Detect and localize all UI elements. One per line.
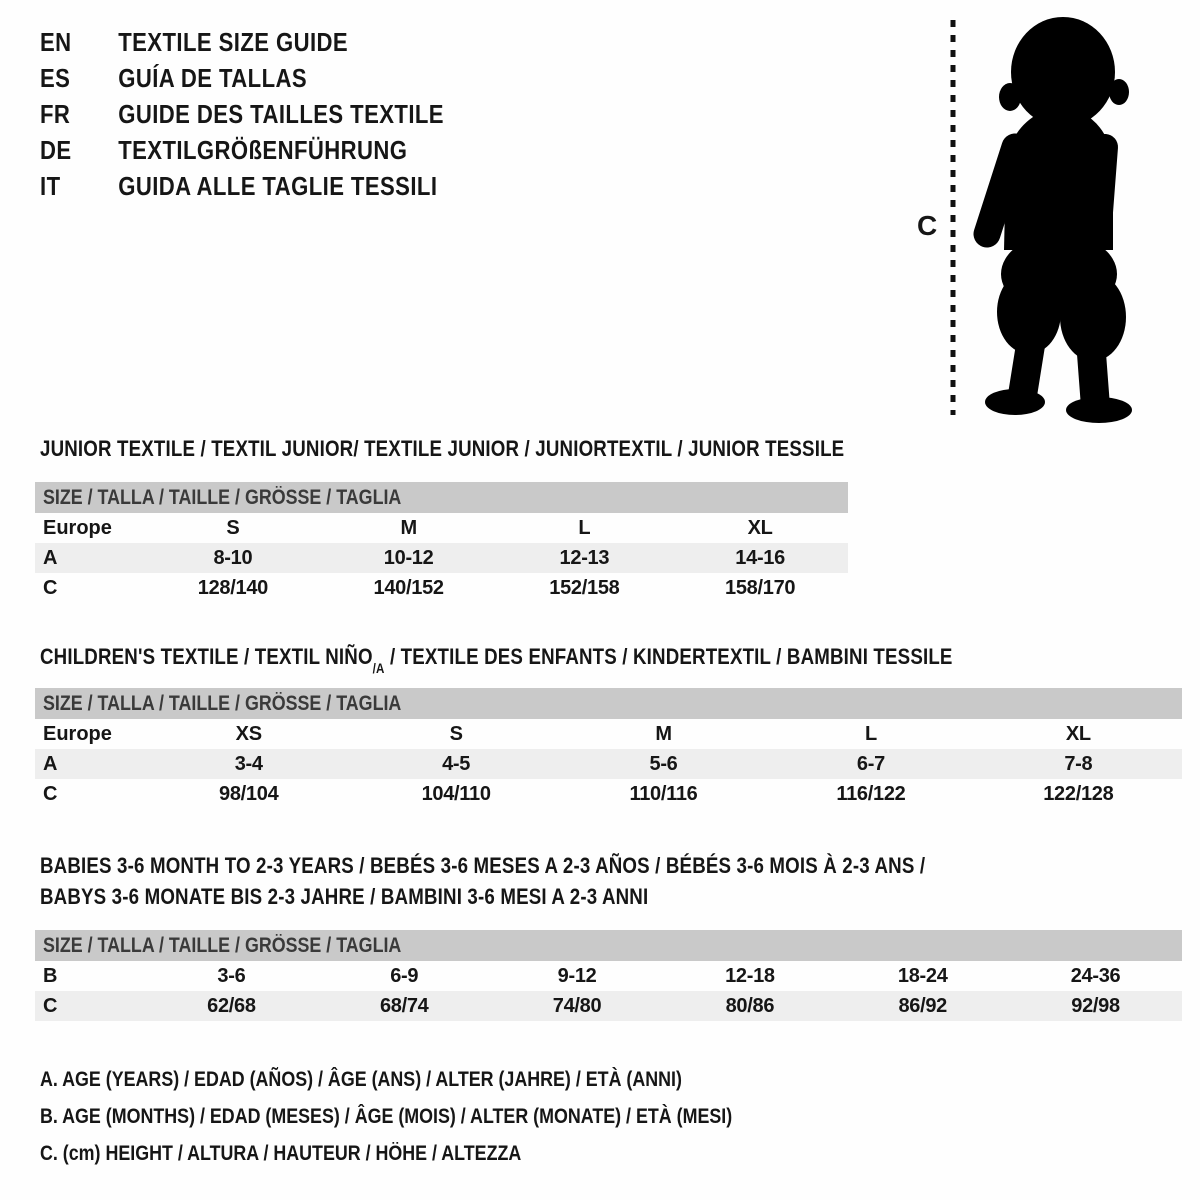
- lang-row-es: [40, 60, 444, 96]
- height-cell: 158/170: [725, 576, 796, 599]
- row-label: Europe: [43, 516, 112, 539]
- months-cell: 9-12: [557, 964, 597, 987]
- size-cell: XL: [1065, 722, 1091, 745]
- babies-table-header-bar: [35, 930, 1182, 961]
- junior-section-heading: [40, 436, 986, 462]
- size-header-label: SIZE / TALLA / TAILLE / GRÖSSE / TAGLIA: [43, 933, 402, 957]
- height-cell: 92/98: [1071, 994, 1120, 1017]
- lang-code: FR: [40, 98, 71, 129]
- size-header-label: SIZE / TALLA / TAILLE / GRÖSSE / TAGLIA: [43, 485, 402, 509]
- lang-title: TEXTILGRÖßENFÜHRUNG: [118, 134, 408, 165]
- months-cell: 6-9: [390, 964, 419, 987]
- size-cell: XL: [747, 516, 773, 539]
- row-label: C: [43, 576, 58, 599]
- lang-row-fr: [40, 96, 444, 132]
- height-cell: 122/128: [1043, 782, 1114, 805]
- lang-title: TEXTILE SIZE GUIDE: [118, 26, 349, 57]
- size-cell: L: [864, 722, 877, 745]
- age-cell: 10-12: [383, 546, 434, 569]
- row-label: C: [43, 994, 58, 1017]
- babies-section-heading: [40, 850, 1081, 912]
- row-label: A: [43, 752, 58, 775]
- children-heading-text: [40, 644, 953, 677]
- children-size-table: [35, 688, 1182, 809]
- height-cell: 128/140: [197, 576, 268, 599]
- legend-text-c: C. (cm) HEIGHT / ALTURA / HAUTEUR / HÖHE / ALTEZZA: [40, 1142, 522, 1165]
- children-heading-part1: CHILDREN'S TEXTILE / TEXTIL NIÑO: [40, 644, 373, 669]
- age-cell: 3-4: [234, 752, 263, 775]
- size-cell: M: [655, 722, 672, 745]
- age-cell: 14-16: [735, 546, 785, 569]
- height-cell: 98/104: [219, 782, 279, 805]
- age-cell: 12-13: [559, 546, 610, 569]
- table-row-height: [35, 779, 1182, 809]
- children-table-header-bar: [35, 688, 1182, 719]
- children-heading-part2: / TEXTILE DES ENFANTS / KINDERTEXTIL / BAMBINI TESSILE: [384, 644, 953, 669]
- lang-title: GUIDE DES TAILLES TEXTILE: [118, 98, 444, 129]
- size-header-label: SIZE / TALLA / TAILLE / GRÖSSE / TAGLIA: [43, 691, 402, 715]
- lang-code: DE: [40, 134, 72, 165]
- junior-heading-text: JUNIOR TEXTILE / TEXTIL JUNIOR/ TEXTILE JUNIOR / JUNIORTEXTIL / JUNIOR TESSILE: [40, 436, 845, 461]
- table-row-age: [35, 543, 848, 573]
- legend-line-b: [40, 1105, 854, 1142]
- children-heading-sub: /A: [372, 661, 385, 677]
- age-cell: 4-5: [442, 752, 471, 775]
- size-cell: M: [400, 516, 417, 539]
- lang-row-it: [40, 168, 444, 204]
- legend-text-a: A. AGE (YEARS) / EDAD (AÑOS) / ÂGE (ANS) / ALTER (JAHRE) / ETÀ (ANNI): [40, 1068, 682, 1091]
- language-title-list: [40, 24, 444, 204]
- size-cell: L: [578, 516, 591, 539]
- table-row-europe: [35, 719, 1182, 749]
- lang-row-de: [40, 132, 444, 168]
- baby-silhouette-icon: [905, 8, 1195, 423]
- size-cell: S: [226, 516, 240, 539]
- size-cell: XS: [235, 722, 262, 745]
- lang-code: ES: [40, 62, 71, 93]
- row-label: Europe: [43, 722, 112, 745]
- height-cell: 74/80: [552, 994, 602, 1017]
- babies-heading-line2: BABYS 3-6 MONATE BIS 2-3 JAHRE / BAMBINI 3-6 MESI A 2-3 ANNI: [40, 884, 649, 909]
- months-cell: 12-18: [725, 964, 775, 987]
- table-row-height: [35, 991, 1182, 1021]
- children-section-heading: [40, 644, 1114, 677]
- row-label: A: [43, 546, 58, 569]
- months-cell: 18-24: [897, 964, 948, 987]
- age-cell: 6-7: [856, 752, 885, 775]
- height-cell: 86/92: [898, 994, 947, 1017]
- legend-line-a: [40, 1068, 854, 1105]
- height-cell: 152/158: [549, 576, 620, 599]
- babies-heading-line1: BABIES 3-6 MONTH TO 2-3 YEARS / BEBÉS 3-6 MESES A 2-3 AÑOS / BÉBÉS 3-6 MOIS À 2-3 ANS /: [40, 853, 926, 878]
- row-label: C: [43, 782, 58, 805]
- lang-row-en: [40, 24, 444, 60]
- junior-size-table: [35, 482, 848, 603]
- table-row-height: [35, 573, 848, 603]
- size-cell: S: [449, 722, 463, 745]
- junior-table-header-bar: [35, 482, 848, 513]
- height-cell: 140/152: [373, 576, 444, 599]
- lang-title: GUIDA ALLE TAGLIE TESSILI: [118, 170, 438, 201]
- height-cell: 62/68: [207, 994, 256, 1017]
- legend-text-b: B. AGE (MONTHS) / EDAD (MESES) / ÂGE (MOIS) / ALTER (MONATE) / ETÀ (MESI): [40, 1105, 733, 1128]
- legend: [40, 1068, 854, 1179]
- months-cell: 3-6: [217, 964, 246, 987]
- legend-line-c: [40, 1142, 854, 1179]
- age-cell: 7-8: [1064, 752, 1093, 775]
- height-figure: [905, 8, 1195, 423]
- height-cell: 104/110: [421, 782, 491, 805]
- lang-code: EN: [40, 26, 72, 57]
- months-cell: 24-36: [1070, 964, 1121, 987]
- lang-code: IT: [40, 170, 61, 201]
- height-cell: 68/74: [379, 994, 429, 1017]
- lang-title: GUÍA DE TALLAS: [118, 62, 308, 93]
- table-row-age: [35, 749, 1182, 779]
- table-row-europe: [35, 513, 848, 543]
- height-cell: 116/122: [836, 782, 906, 805]
- age-cell: 8-10: [213, 546, 253, 569]
- babies-size-table: [35, 930, 1182, 1021]
- height-cell: 80/86: [725, 994, 775, 1017]
- row-label: B: [43, 964, 58, 987]
- age-cell: 5-6: [649, 752, 678, 775]
- height-cell: 110/116: [629, 782, 698, 805]
- height-measure-label: C: [917, 210, 938, 241]
- table-row-months: [35, 961, 1182, 991]
